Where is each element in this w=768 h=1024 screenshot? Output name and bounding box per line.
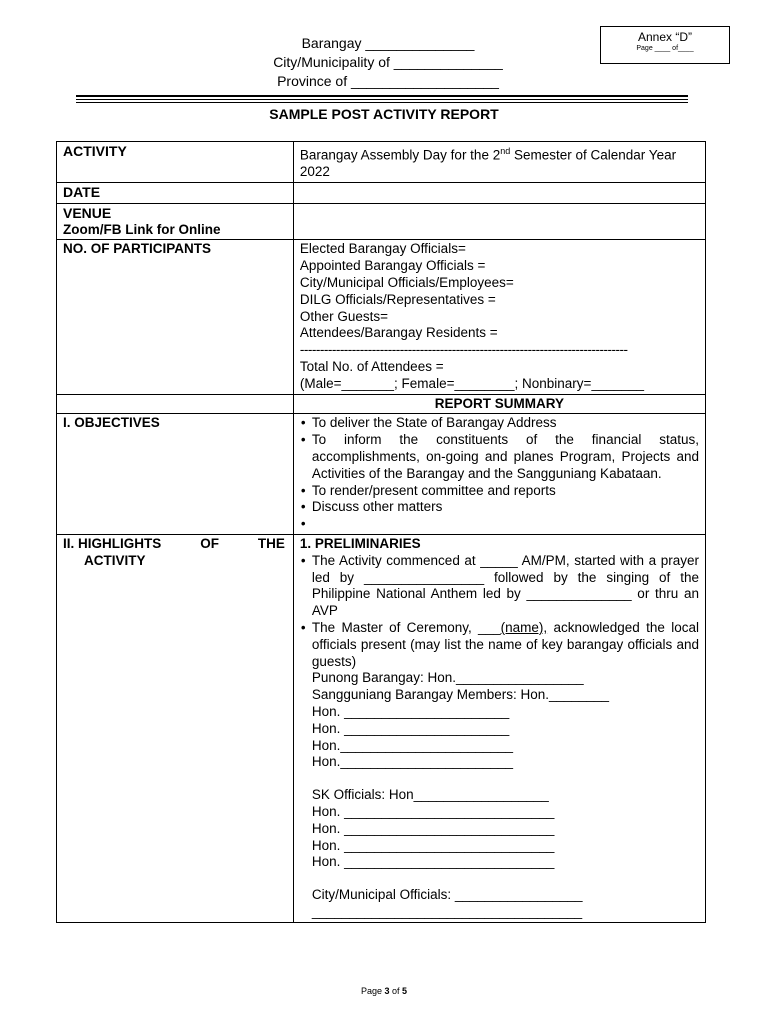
official-line: Punong Barangay: Hon._________________ bbox=[311, 670, 584, 686]
annex-box bbox=[600, 26, 730, 64]
participants-row bbox=[57, 240, 706, 394]
participants-value bbox=[293, 240, 705, 394]
header-rule-thin-2 bbox=[76, 102, 688, 103]
sk-line: Hon. ____________________________ bbox=[311, 837, 555, 853]
objective-item: • To render/present committee and reports bbox=[312, 483, 699, 500]
highlights-value bbox=[293, 535, 705, 923]
highlights-list bbox=[300, 553, 699, 921]
venue-label: VENUE Zoom/FB Link for Online bbox=[57, 203, 294, 240]
sk-line: Hon. ____________________________ bbox=[311, 854, 555, 870]
annex-title: Annex “D” bbox=[637, 30, 693, 44]
official-line: Hon. ______________________ bbox=[311, 720, 510, 736]
dashed-separator: ---------------------------------------------------------------------------------- bbox=[299, 342, 628, 358]
participant-line: Other Guests= bbox=[299, 308, 389, 324]
venue-value bbox=[293, 203, 705, 240]
objectives-label: I. OBJECTIVES bbox=[57, 414, 294, 535]
sk-line: Hon. ____________________________ bbox=[311, 803, 555, 819]
city-officials-line: City/Municipal Officials: _________________ bbox=[311, 887, 583, 903]
total-attendees-line: Total No. of Attendees = bbox=[299, 359, 444, 375]
highlights-label: II. HIGHLIGHTS OF THE ACTIVITY bbox=[57, 535, 294, 923]
annex-page-line: Page ____ of____ bbox=[636, 45, 694, 52]
activity-value: Barangay Assembly Day for the 2nd Semester of Calendar Year 2022 bbox=[293, 142, 705, 183]
gender-breakdown-line: (Male=_______; Female=________; Nonbinary=_______ bbox=[299, 375, 644, 391]
preliminaries-heading: 1. PRELIMINARIES bbox=[299, 536, 421, 552]
activity-row bbox=[57, 142, 706, 183]
header-rule-thick bbox=[76, 95, 688, 97]
participant-line: Attendees/Barangay Residents = bbox=[299, 325, 498, 341]
report-table bbox=[56, 141, 706, 923]
activity-label: ACTIVITY bbox=[57, 142, 294, 183]
participant-line: Appointed Barangay Officials = bbox=[299, 258, 486, 274]
officials-list bbox=[312, 670, 699, 920]
sk-line: Hon. ____________________________ bbox=[311, 820, 555, 836]
objective-item: • Discuss other matters bbox=[312, 499, 699, 516]
objective-item: • To inform the constituents of the financial status, accomplishments, on-going and planes Program, Projects and Activities of the Barangay and the Sangguniang Kabataan. bbox=[312, 432, 699, 482]
official-line: Hon._______________________ bbox=[311, 754, 514, 770]
participants-label: NO. OF PARTICIPANTS bbox=[57, 240, 294, 394]
objectives-row bbox=[57, 414, 706, 535]
document-header bbox=[258, 34, 518, 91]
highlight-item: • The Master of Ceremony, ___(name), acknowledged the local officials present (may list the name of key barangay officials and guests) Punong Barangay: Hon._________________ Sangguniang Barangay Members: Hon.________ Hon. ______________________ Hon. ______________________ Hon._______________________ Hon._______________________ SK Officials: Hon__________________ Hon. ____________________________ Hon. ____________________________ Hon. ____________________________ Hon. ____________________________ City/Municipal Officials: _________________ ____________________________________ bbox=[312, 620, 699, 921]
date-row bbox=[57, 183, 706, 204]
document-title: SAMPLE POST ACTIVITY REPORT bbox=[269, 106, 499, 122]
date-label: DATE bbox=[57, 183, 294, 204]
city-officials-line-2: ____________________________________ bbox=[311, 903, 583, 919]
highlights-row bbox=[57, 535, 706, 923]
official-line: Hon. ______________________ bbox=[311, 704, 510, 719]
province-line: Province of ___________________ bbox=[277, 73, 499, 89]
objectives-list bbox=[300, 415, 699, 533]
objective-item bbox=[312, 516, 699, 533]
participant-line: DILG Officials/Representatives = bbox=[299, 291, 496, 307]
report-summary-row bbox=[57, 394, 706, 414]
objective-item: • To deliver the State of Barangay Address bbox=[312, 415, 699, 432]
page-footer: Page 3 of 5 bbox=[360, 986, 408, 996]
date-value bbox=[293, 183, 705, 204]
participant-line: Elected Barangay Officials= bbox=[299, 241, 466, 257]
official-line: Hon._______________________ bbox=[311, 737, 514, 753]
official-line: Sangguniang Barangay Members: Hon.________ bbox=[311, 687, 610, 703]
header-rule-thin-1 bbox=[76, 99, 688, 100]
barangay-line: Barangay ______________ bbox=[301, 35, 475, 51]
venue-row bbox=[57, 203, 706, 240]
city-line: City/Municipality of ______________ bbox=[273, 54, 503, 70]
highlight-item: • The Activity commenced at _____ AM/PM, started with a prayer led by ________________ followed by the singing of the Philippine National Anthem led by ______________ or thru an AVP bbox=[312, 553, 699, 620]
participant-line: City/Municipal Officials/Employees= bbox=[299, 275, 514, 291]
report-summary-header: REPORT SUMMARY bbox=[293, 394, 705, 414]
objectives-value bbox=[293, 414, 705, 535]
sk-line: SK Officials: Hon__________________ bbox=[311, 787, 549, 803]
